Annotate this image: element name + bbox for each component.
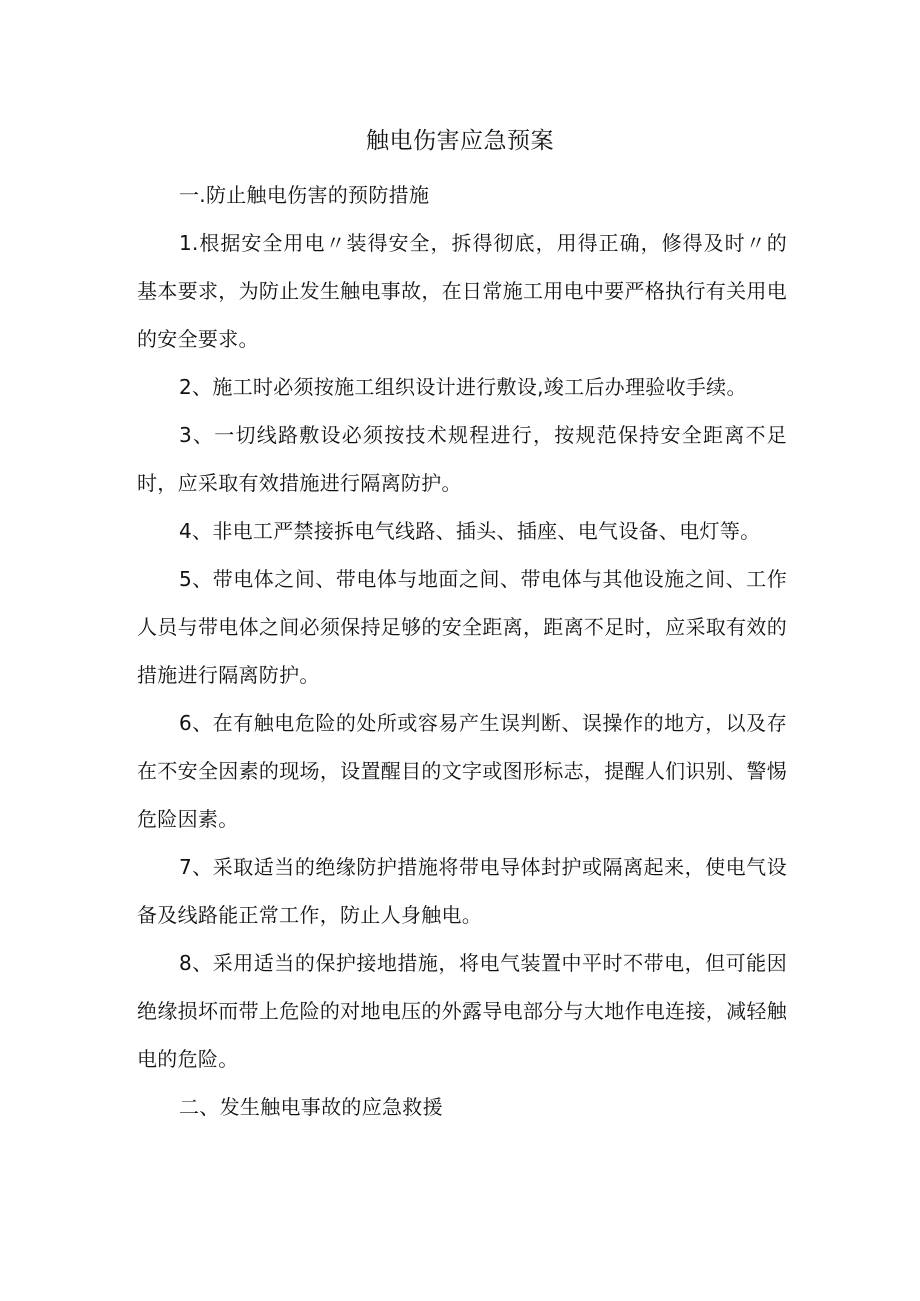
paragraph-8: 8、采用适当的保护接地措施，将电气装置中平时不带电，但可能因绝缘损坏而带上危险的对地电压的外露导电部分与大地作电连接，减轻触电的危险。 (137, 951, 787, 1071)
paragraph-6: 6、在有触电危险的处所或容易产生误判断、误操作的地方，以及存在不安全因素的现场，设置醒目的文字或图形标志，提醒人们识别、警惕危险因素。 (137, 711, 787, 831)
section-heading-prevention: 一.防止触电伤害的预防措施 (179, 183, 430, 207)
paragraph-7: 7、采取适当的绝缘防护措施将带电导体封护或隔离起来，使电气设备及线路能正常工作，防止人身触电。 (137, 855, 787, 927)
paragraph-4: 4、非电工严禁接拆电气线路、插头、插座、电气设备、电灯等。 (179, 519, 761, 543)
paragraph-5: 5、带电体之间、带电体与地面之间、带电体与其他设施之间、工作人员与带电体之间必须保持足够的安全距离，距离不足时，应采取有效的措施进行隔离防护。 (137, 567, 787, 687)
document-body (137, 171, 787, 1131)
section-heading-rescue: 二、发生触电事故的应急救援 (179, 1095, 443, 1119)
document-title: 触电伤害应急预案 (366, 128, 554, 154)
paragraph-2: 2、施工时必须按施工组织设计进行敷设,竣工后办理验收手续。 (179, 375, 747, 399)
paragraph-1: 1.根据安全用电〃装得安全，拆得彻底，用得正确，修得及时〃的基本要求，为防止发生触电事故，在日常施工用电中要严格执行有关用电的安全要求。 (137, 231, 787, 351)
paragraph-3: 3、一切线路敷设必须按技术规程进行，按规范保持安全距离不足时，应采取有效措施进行隔离防护。 (137, 423, 787, 495)
